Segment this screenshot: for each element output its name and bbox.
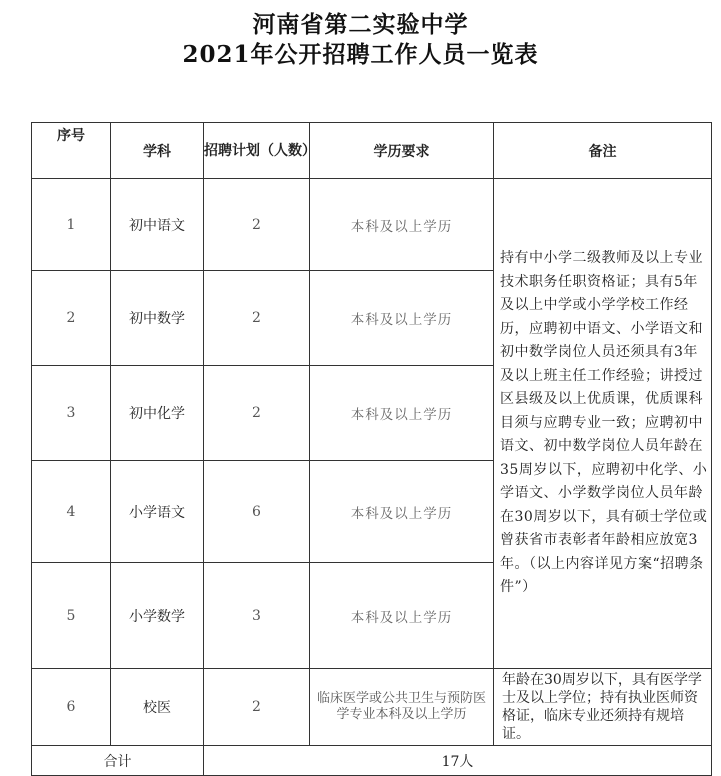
- note-teachers: 持有中小学二级教师及以上专业技术职务任职资格证；具有5年及以上中学或小学学校工作经历，应聘初中语文、小学语文和初中数学岗位人员还须具有3年及以上班主任工作经验；讲授过区县级及以上优质课，优质课科目须与应聘专业一致；应聘初中语文、初中数学岗位人员年龄在35周岁以下，应聘初中化学、小学语文、小学数学岗位人员年龄在30周岁以下，具有硕士学位或曾获省市表彰者年龄相应放宽3年。（以上内容详见方案“招聘条件”）: [494, 179, 712, 669]
- total-label: 合计: [32, 746, 204, 776]
- row-count: 2: [204, 271, 310, 366]
- row-education: 本科及以上学历: [310, 179, 494, 271]
- row-count: 2: [204, 179, 310, 271]
- recruitment-table: [31, 122, 712, 776]
- row-subject: 小学语文: [111, 461, 204, 563]
- row-seq: 2: [32, 271, 111, 366]
- row-seq: 3: [32, 366, 111, 461]
- row-subject: 小学数学: [111, 563, 204, 669]
- row-seq: 1: [32, 179, 111, 271]
- header-seq: 序号: [32, 123, 111, 179]
- row-count: 2: [204, 669, 310, 746]
- row-seq: 4: [32, 461, 111, 563]
- header-subject: 学科: [111, 123, 204, 179]
- row-count: 3: [204, 563, 310, 669]
- row-subject: 初中数学: [111, 271, 204, 366]
- table-header-row: [32, 123, 712, 179]
- row-education: 本科及以上学历: [310, 563, 494, 669]
- row-seq: 6: [32, 669, 111, 746]
- table-row: [32, 179, 712, 271]
- total-value: 17人: [204, 746, 712, 776]
- row-education: 本科及以上学历: [310, 366, 494, 461]
- total-row: [32, 746, 712, 776]
- note-doctor: 年龄在30周岁以下，具有医学学士及以上学位；持有执业医师资格证，临床专业还须持有规培证。: [494, 669, 712, 746]
- header-plan: 招聘计划（人数）: [204, 123, 310, 179]
- row-count: 6: [204, 461, 310, 563]
- header-note: 备注: [494, 123, 712, 179]
- document-subtitle: 2021年公开招聘工作人员一览表: [182, 41, 539, 68]
- row-seq: 5: [32, 563, 111, 669]
- row-subject: 校医: [111, 669, 204, 746]
- row-count: 2: [204, 366, 310, 461]
- row-education: 本科及以上学历: [310, 271, 494, 366]
- table-row: [32, 669, 712, 746]
- row-subject: 初中化学: [111, 366, 204, 461]
- header-education: 学历要求: [310, 123, 494, 179]
- row-subject: 初中语文: [111, 179, 204, 271]
- document-title: 河南省第二实验中学: [252, 11, 469, 38]
- row-education: 本科及以上学历: [310, 461, 494, 563]
- row-education: 临床医学或公共卫生与预防医学专业本科及以上学历: [310, 669, 494, 746]
